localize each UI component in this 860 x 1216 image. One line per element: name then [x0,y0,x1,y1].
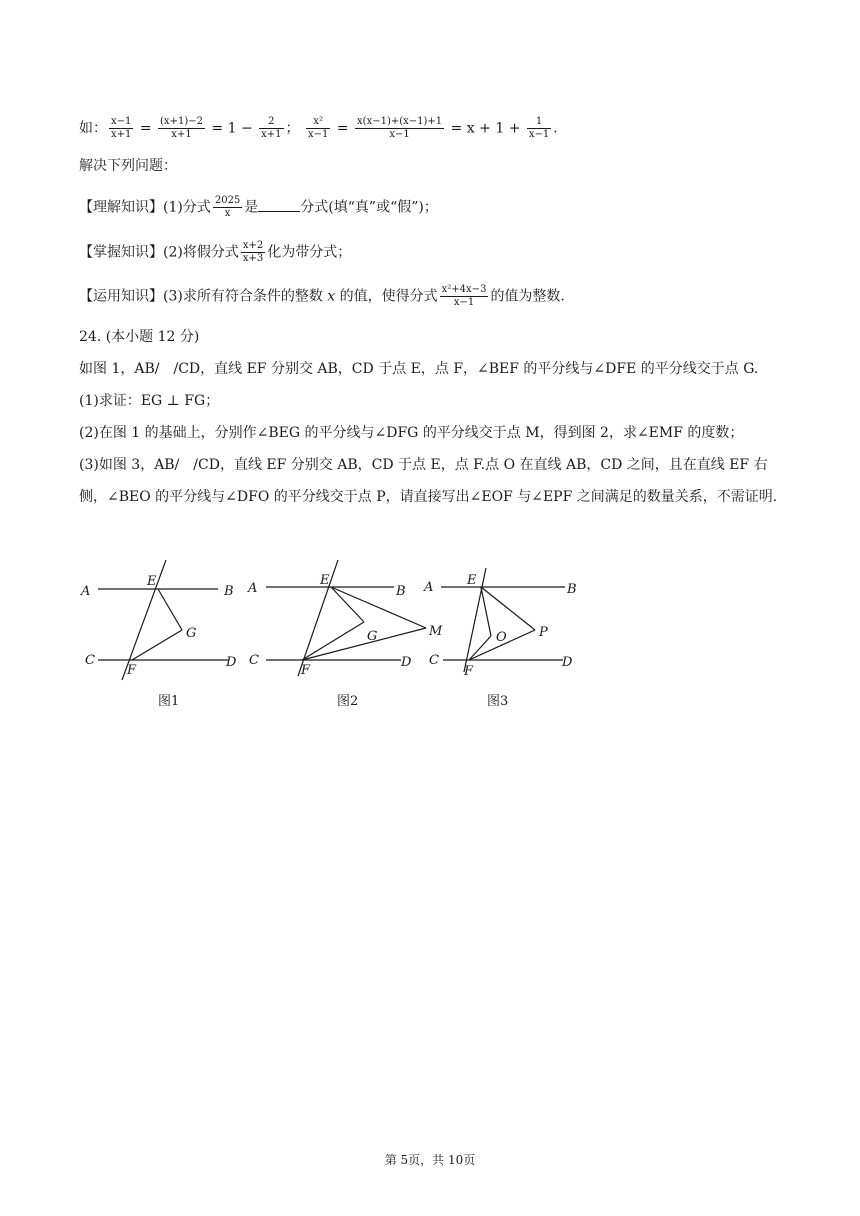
label-F: F [464,664,474,679]
label-B: B [567,582,577,597]
fraction: $\frac{x-1}{x+1}$ [111,116,132,140]
fraction: $\frac{(x+1)-2}{x+1}$ [160,116,203,140]
fraction: $\frac{x+2}{x+3}$ [242,240,264,264]
fraction: $\frac{2}{x+1}$ [261,116,282,140]
figure-1-caption: 图1 [158,694,180,709]
label-A: A [248,581,258,596]
example-prefix: 如： [79,120,107,137]
label-G: G [186,626,197,641]
problem-24-part1: (1)求证：EG ⊥ FG； [79,393,220,409]
label-D: D [226,655,237,670]
question-1: 【理解知识】(1)分式 $\frac{2025}{x}$ 是 分式(填“真”或“假”)； [79,195,438,219]
figure-3 [423,560,588,689]
label-A: A [424,580,434,595]
label-M: M [429,624,443,639]
fraction: $\frac{2025}{x}$ [214,195,241,219]
label-C: C [85,653,95,668]
fraction: $\frac{x(x-1)+(x-1)+1}{x-1}$ [357,116,443,140]
label-D: D [401,655,412,670]
label-P: P [539,625,548,640]
label-O: O [496,630,507,645]
label-G: G [367,629,378,644]
label-C: C [429,653,439,668]
label-F: F [301,663,311,678]
figure-3-caption: 图3 [487,694,509,709]
page-footer: 第 5页，共 10页 [384,1153,476,1167]
answer-blank [258,197,300,212]
fraction: $\frac{\text{x²+4x−3}}{x-1}$ [441,284,487,308]
problem-24-title: 24. (本小题 12 分) [79,329,200,345]
label-F: F [127,663,137,678]
label-E: E [320,573,330,588]
problem-24-part2: (2)在图 1 的基础上，分别作∠BEG 的平分线与∠DFG 的平分线交于点 M，得到图 2，求∠EMF 的度数； [79,425,744,441]
question-3: 【运用知识】(3)求所有符合条件的整数 x 的值，使得分式 $\frac{\text{x²+4x−3}}{x-1}$ 的值为整数. [79,284,565,308]
label-A: A [81,584,91,599]
problem-24-intro: 如图 1，AB/ /CD，直线 EF 分别交 AB，CD 于点 E，点 F，∠BEF 的平分线与∠DFE 的平分线交于点 G. [79,361,759,377]
figure-1 [78,560,243,689]
figure-2-caption: 图2 [337,694,359,709]
fraction: $\frac{\text{x²}}{x-1}$ [308,116,329,140]
label-B: B [396,584,406,599]
example-line: 如： $\frac{x-1}{x+1}$ = $\frac{(x+1)-2}{x+1}$ = 1 − $\frac{2}{x+1}$ ； $\frac{\text{x²}}{x-1}$ = $\frac{x(x-1)+(x-1)+1}{x-1}$ = x + 1 + $\frac{1}{x-1}$ . [79,116,558,140]
label-D: D [562,655,573,670]
problem-24-part3: (3)如图 3，AB/ /CD，直线 EF 分别交 AB，CD 于点 E，点 F.点 O 在直线 AB，CD 之间，且在直线 EF 右侧，∠BEO 的平分线与∠DFO 的平分线交于点 P，请直接写出∠EOF 与∠EPF 之间满足的数量关系，不需证明. [79,457,778,505]
label-B: B [224,584,234,599]
solve-intro: 解决下列问题： [79,158,177,174]
label-C: C [249,653,259,668]
fraction: $\frac{1}{x-1}$ [528,116,550,140]
label-E: E [467,573,477,588]
question-2: 【掌握知识】(2)将假分式 $\frac{x+2}{x+3}$ 化为带分式； [79,240,352,264]
label-E: E [147,574,157,589]
